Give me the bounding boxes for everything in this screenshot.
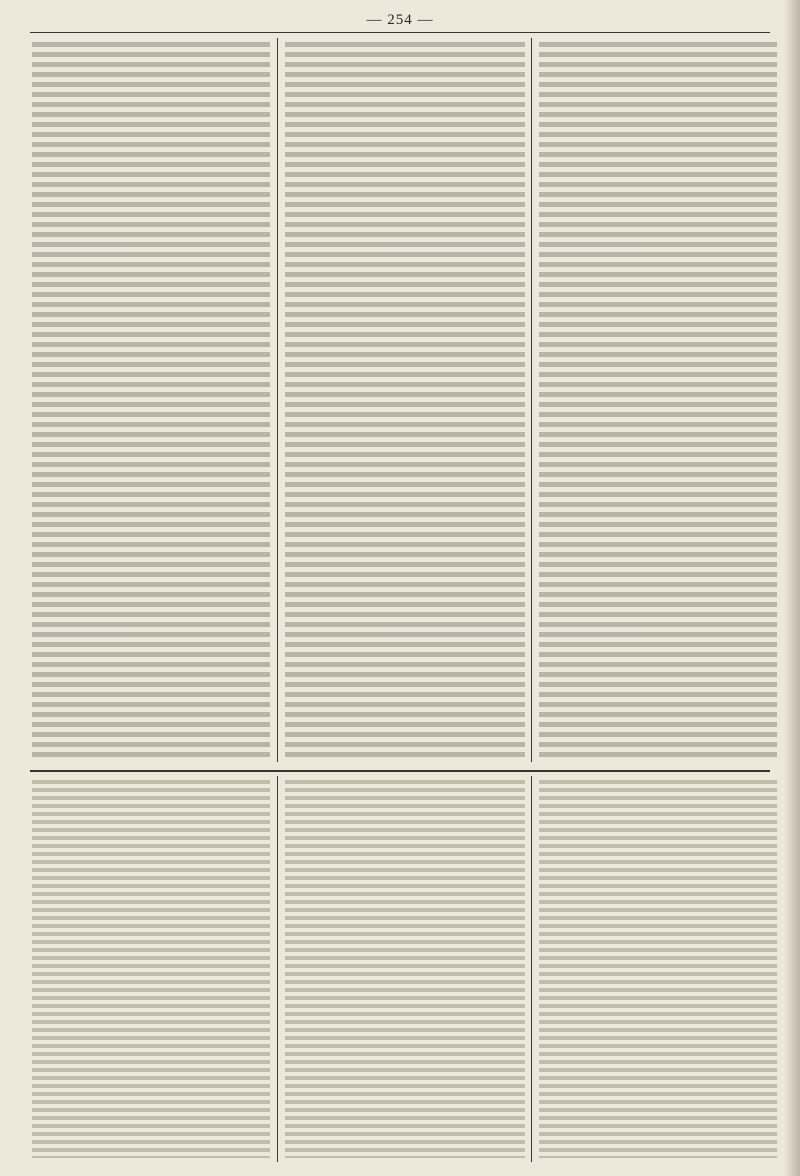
upper-column-right <box>539 42 777 758</box>
lower-column-middle <box>285 780 525 1158</box>
lower-column-left <box>32 780 270 1158</box>
upper-column-left <box>32 42 270 758</box>
column-divider <box>277 776 278 1162</box>
column-divider <box>277 38 278 762</box>
column-divider <box>531 776 532 1162</box>
page-number: — 254 — <box>366 12 434 28</box>
upper-column-middle <box>285 42 525 758</box>
column-divider <box>531 38 532 762</box>
page-edge-shadow <box>784 0 800 1176</box>
section-divider <box>30 770 770 772</box>
header-rule <box>30 32 770 33</box>
lower-column-right <box>539 780 777 1158</box>
